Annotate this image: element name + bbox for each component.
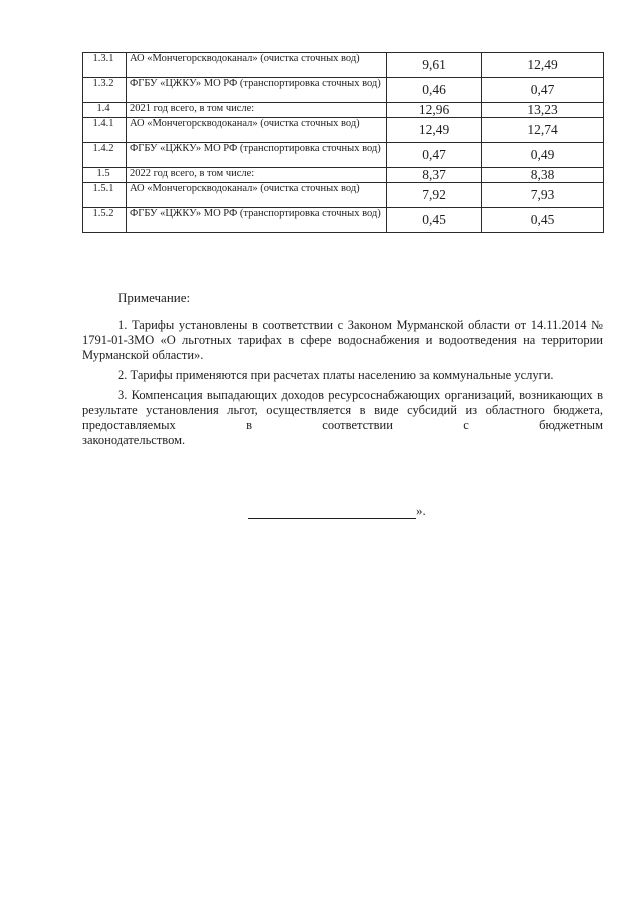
row-value-2: 12,74 (482, 118, 604, 143)
row-value-1: 0,47 (387, 143, 482, 168)
table-row (83, 118, 604, 143)
table-row (83, 103, 604, 118)
row-number: 1.5.2 (83, 208, 127, 233)
row-number: 1.5.1 (83, 183, 127, 208)
note-item-1: 1. Тарифы установлены в соответствии с Законом Мурманской области от 14.11.2014 № 1791-01-ЗМО «О льготных тарифах в сфере водоснабжения и водоотведения на территории Мурманской области». (82, 318, 603, 362)
row-value-1: 9,61 (387, 53, 482, 78)
row-number: 1.4.1 (83, 118, 127, 143)
row-number: 1.4 (83, 103, 127, 118)
row-name: ФГБУ «ЦЖКУ» МО РФ (транспортировка сточных вод) (127, 208, 387, 233)
row-number: 1.3.2 (83, 78, 127, 103)
row-name: АО «Мончегорскводоканал» (очистка сточных вод) (127, 183, 387, 208)
row-number: 1.3.1 (83, 53, 127, 78)
row-value-1: 0,46 (387, 78, 482, 103)
row-value-1: 8,37 (387, 168, 482, 183)
row-value-1: 7,92 (387, 183, 482, 208)
row-value-2: 12,49 (482, 53, 604, 78)
table-row (83, 53, 604, 78)
table-row (83, 78, 604, 103)
row-name: ФГБУ «ЦЖКУ» МО РФ (транспортировка сточных вод) (127, 143, 387, 168)
row-name: АО «Мончегорскводоканал» (очистка сточных вод) (127, 118, 387, 143)
table-row (83, 168, 604, 183)
row-value-2: 0,45 (482, 208, 604, 233)
row-value-2: 7,93 (482, 183, 604, 208)
row-name: ФГБУ «ЦЖКУ» МО РФ (транспортировка сточных вод) (127, 78, 387, 103)
note-item-2: 2. Тарифы применяются при расчетах платы населению за коммунальные услуги. (118, 368, 554, 382)
row-value-2: 13,23 (482, 103, 604, 118)
notes-heading: Примечание: (118, 290, 191, 305)
table-row (83, 208, 604, 233)
row-value-2: 0,49 (482, 143, 604, 168)
row-value-1: 0,45 (387, 208, 482, 233)
row-number: 1.4.2 (83, 143, 127, 168)
table-row (83, 183, 604, 208)
row-value-2: 8,38 (482, 168, 604, 183)
table-row (83, 143, 604, 168)
row-value-1: 12,96 (387, 103, 482, 118)
row-name: АО «Мончегорскводоканал» (очистка сточных вод) (127, 53, 387, 78)
closing-line (248, 503, 426, 519)
row-name: 2022 год всего, в том числе: (127, 168, 387, 183)
closing-quote: ». (416, 503, 426, 518)
note-item-3: 3. Компенсация выпадающих доходов ресурсоснабжающих организаций, возникающих в результате установления льгот, осуществляется в виде субсидий из областного бюджета, предоставляемых в соответствии с бюджетным (82, 388, 603, 432)
row-number: 1.5 (83, 168, 127, 183)
note-item-3-end: законодательством. (82, 433, 186, 447)
row-value-1: 12,49 (387, 118, 482, 143)
row-name: 2021 год всего, в том числе: (127, 103, 387, 118)
notes-body (82, 318, 603, 453)
row-value-2: 0,47 (482, 78, 604, 103)
tariff-table (82, 52, 604, 233)
signature-underline (248, 506, 416, 519)
